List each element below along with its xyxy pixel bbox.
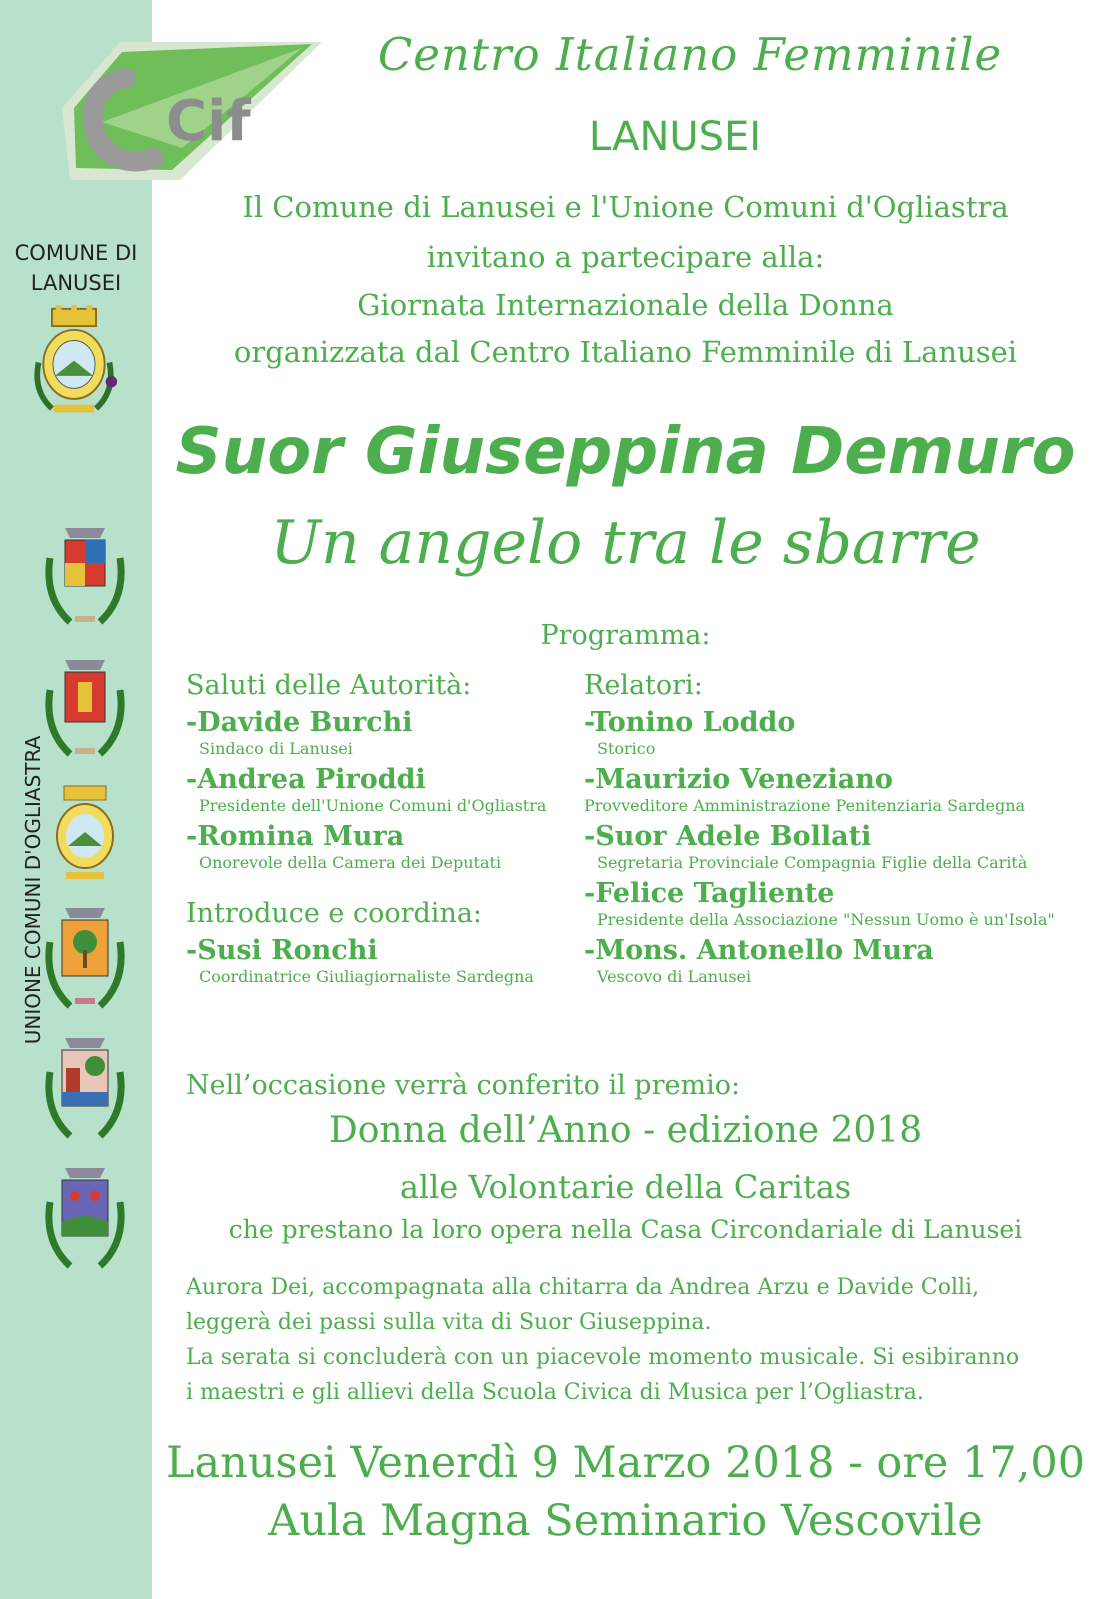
award-detail: che prestano la loro opera nella Casa Circondariale di Lanusei <box>228 1215 1023 1244</box>
org-name: Centro Italiano Femminile <box>377 28 1003 81</box>
intro-line-2: invitano a partecipare alla: <box>426 240 825 274</box>
saluti-column <box>186 670 586 986</box>
lanusei-crest-icon <box>18 305 130 420</box>
comune-crest-3-icon <box>40 650 130 770</box>
speaker-role: Presidente dell'Unione Comuni d'Ogliastra <box>199 796 547 815</box>
speaker-name: -Mons. Antonello Mura <box>584 935 934 966</box>
speaker-role: Sindaco di Lanusei <box>199 739 353 758</box>
event-date: Lanusei Venerdì 9 Marzo 2018 - ore 17,00 <box>165 1438 1086 1488</box>
speaker-item <box>186 821 586 872</box>
event-subtitle: Un angelo tra le sbarre <box>270 508 981 578</box>
award-title: Donna dell’Anno - edizione 2018 <box>328 1110 923 1151</box>
speaker-item <box>186 707 586 758</box>
description-line-3: La serata si concluderà con un piacevole momento musicale. Si esibiranno <box>186 1345 1020 1370</box>
comune-crest-6-icon <box>40 1032 130 1152</box>
speaker-name: -Tonino Loddo <box>584 707 796 738</box>
speaker-role: Storico <box>597 739 656 758</box>
speaker-role: Presidente della Associazione "Nessun Uomo è un'Isola" <box>597 910 1055 929</box>
description-line-1: Aurora Dei, accompagnata alla chitarra da Andrea Arzu e Davide Colli, <box>186 1275 980 1300</box>
coordina-heading: Introduce e coordina: <box>186 898 483 929</box>
comune-crest-7-icon <box>40 1162 130 1282</box>
comune-crest-5-icon <box>40 902 130 1022</box>
speaker-item <box>584 878 1064 929</box>
speaker-name: -Maurizio Veneziano <box>584 764 893 795</box>
speaker-item <box>584 764 1064 815</box>
speaker-item <box>186 935 586 986</box>
speaker-item <box>584 707 1064 758</box>
comune-crest-2-icon <box>40 518 130 638</box>
speaker-role: Segretaria Provinciale Compagnia Figlie della Carità <box>597 853 1028 872</box>
event-title: Suor Giuseppina Demuro <box>175 415 1076 489</box>
svg-text:Cif: Cif <box>166 89 251 154</box>
speaker-item <box>186 764 586 815</box>
intro-line-4: organizzata dal Centro Italiano Femminile di Lanusei <box>233 335 1018 369</box>
speaker-name: -Davide Burchi <box>186 707 413 738</box>
award-intro: Nell’occasione verrà conferito il premio: <box>186 1070 741 1101</box>
speaker-role: Coordinatrice Giuliagiornaliste Sardegna <box>199 967 534 986</box>
description-block <box>186 1270 1066 1410</box>
unione-label: UNIONE COMUNI D'OGLIASTRA <box>21 735 45 1045</box>
speaker-role: Onorevole della Camera dei Deputati <box>199 853 502 872</box>
description-line-2: leggerà dei passi sulla vita di Suor Giuseppina. <box>186 1310 712 1335</box>
speaker-name: -Suor Adele Bollati <box>584 821 872 852</box>
event-venue: Aula Magna Seminario Vescovile <box>268 1496 983 1546</box>
intro-line-3: Giornata Internazionale della Donna <box>357 288 894 322</box>
relatori-column <box>584 670 1064 986</box>
speaker-name: -Felice Tagliente <box>584 878 835 909</box>
speaker-item <box>584 821 1064 872</box>
city-title: LANUSEI <box>588 114 762 160</box>
speaker-role: Vescovo di Lanusei <box>597 967 752 986</box>
relatori-heading: Relatori: <box>584 670 703 701</box>
speaker-name: -Susi Ronchi <box>186 935 378 966</box>
speaker-role: Provveditore Amministrazione Penitenziaria Sardegna <box>584 796 1026 815</box>
comune-label: COMUNE DI LANUSEI <box>14 241 138 295</box>
intro-line-1: Il Comune di Lanusei e l'Unione Comuni d'Ogliastra <box>242 190 1009 224</box>
cif-logo-icon <box>62 30 332 190</box>
comune-crest-4-icon <box>40 780 130 900</box>
speaker-name: -Romina Mura <box>186 821 405 852</box>
program-label: Programma: <box>540 620 711 651</box>
speaker-name: -Andrea Piroddi <box>186 764 426 795</box>
award-recipients: alle Volontarie della Caritas <box>399 1168 852 1206</box>
saluti-heading: Saluti delle Autorità: <box>186 670 472 701</box>
speaker-item <box>584 935 1064 986</box>
description-line-4: i maestri e gli allievi della Scuola Civica di Musica per l’Ogliastra. <box>186 1380 924 1405</box>
